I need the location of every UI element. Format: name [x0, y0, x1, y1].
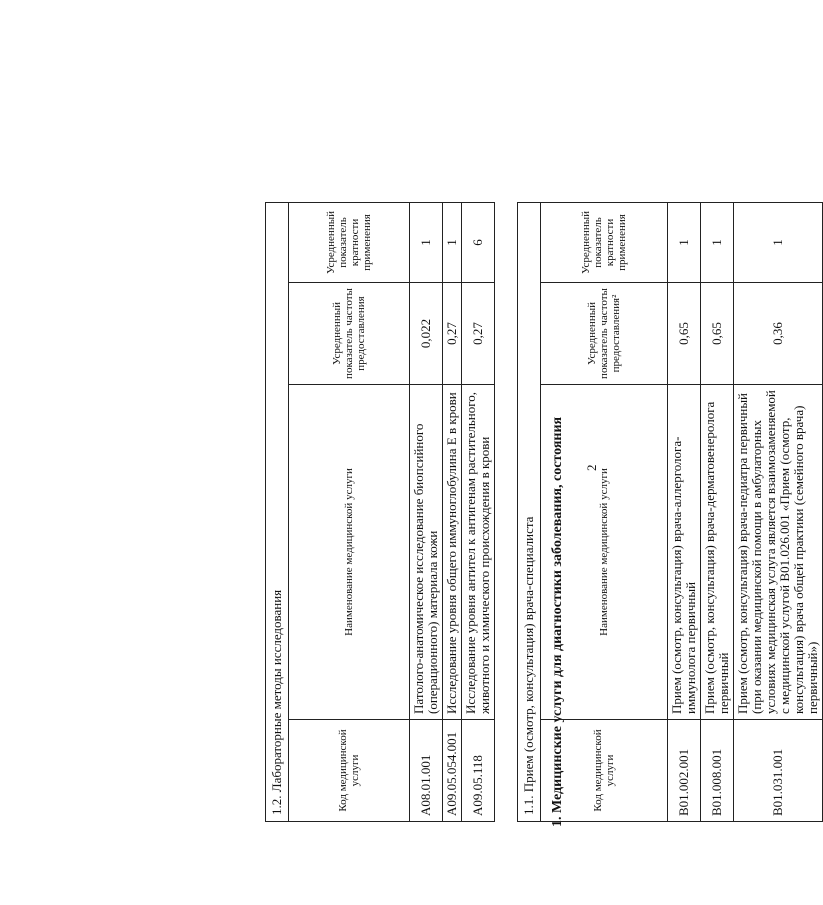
- service-name: Прием (осмотр, консультация) врача-дерматовенеролога первичный: [701, 385, 734, 720]
- section-heading: 1. Медицинские услуги для диагностики заболевания, состояния: [550, 416, 565, 827]
- table-header-row: [289, 203, 410, 822]
- multiplicity-value: 6: [462, 203, 495, 283]
- multiplicity-value: 1: [701, 203, 734, 283]
- frequency-value: 0,27: [462, 283, 495, 385]
- table-row: [701, 203, 734, 822]
- service-name: Исследование уровня антител к антигенам растительного, животного и химического происхождения в крови: [462, 385, 495, 720]
- page-number: 2: [584, 464, 599, 471]
- service-code: B01.008.001: [701, 720, 734, 822]
- service-code: A09.05.054.001: [443, 720, 462, 822]
- multiplicity-value: 1: [734, 203, 823, 283]
- header-frequency: Усредненный показатель частоты предоставления: [289, 283, 410, 385]
- table-row: [668, 203, 701, 822]
- header-name: Наименование медицинской услуги: [541, 385, 668, 720]
- header-code: Код медицинской услуги: [541, 720, 668, 822]
- table-title: 1.2. Лабораторные методы исследования: [266, 203, 289, 822]
- table-header-row: [541, 203, 668, 822]
- table-row: [443, 203, 462, 822]
- header-name: Наименование медицинской услуги: [289, 385, 410, 720]
- service-name: Патолого-анатомическое исследование биопсийного (операционного) материала кожи: [410, 385, 443, 720]
- frequency-value: 0,022: [410, 283, 443, 385]
- table-title: 1.1. Прием (осмотр, консультация) врача-специалиста: [518, 203, 541, 822]
- header-code: Код медицинской услуги: [289, 720, 410, 822]
- service-name: Прием (осмотр, консультация) врача-педиатра первичный (при оказании медицинской помощи в амбулаторных условиях медицинская услуга является взаимозаменяемой с медицинской услугой B01.026.001 «Прием (осмотр, консультация) врача общей практики (семейного врача) первичный»): [734, 385, 823, 720]
- table-row: [410, 203, 443, 822]
- frequency-value: 0,27: [443, 283, 462, 385]
- table-row: [462, 203, 495, 822]
- multiplicity-value: 1: [410, 203, 443, 283]
- service-code: B01.031.001: [734, 720, 823, 822]
- table-title-row: [266, 203, 289, 822]
- service-code: B01.002.001: [668, 720, 701, 822]
- service-code: A09.05.118: [462, 720, 495, 822]
- frequency-value: 0,65: [668, 283, 701, 385]
- header-frequency: Усредненный показатель частоты предоставления²: [541, 283, 668, 385]
- service-name: Исследование уровня общего иммуноглобулина E в крови: [443, 385, 462, 720]
- multiplicity-value: 1: [443, 203, 462, 283]
- multiplicity-value: 1: [668, 203, 701, 283]
- table-row: [734, 203, 823, 822]
- service-name: Прием (осмотр, консультация) врача-аллерголога-иммунолога первичный: [668, 385, 701, 720]
- frequency-value: 0,36: [734, 283, 823, 385]
- frequency-value: 0,65: [701, 283, 734, 385]
- table-title-row: [518, 203, 541, 822]
- table-lab-methods: [265, 202, 495, 822]
- service-code: A08.01.001: [410, 720, 443, 822]
- header-multiplicity: Усредненный показатель кратности применения: [541, 203, 668, 283]
- table-consultations: [517, 202, 823, 822]
- header-multiplicity: Усредненный показатель кратности применения: [289, 203, 410, 283]
